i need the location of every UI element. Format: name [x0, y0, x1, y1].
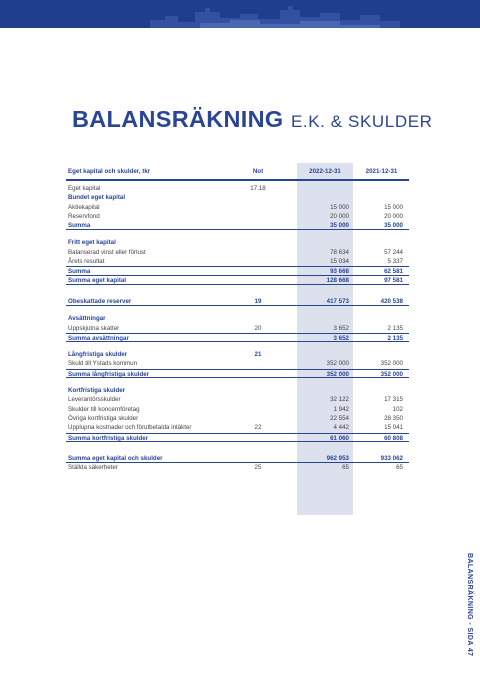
- sum-row: [66, 266, 409, 275]
- table-row: [66, 463, 409, 472]
- row-label: Fritt eget kapital: [68, 239, 116, 247]
- row-spacer: [66, 342, 409, 350]
- row-label: Summa eget kapital: [68, 276, 127, 284]
- section-heading-row: [66, 386, 409, 395]
- row-spacer: [66, 306, 409, 314]
- header-note: Not: [252, 168, 264, 175]
- row-value-2021: 57 244: [384, 248, 403, 256]
- row-value-2021: 352 000: [380, 370, 403, 378]
- header-col-2022: 2022-12-31: [309, 168, 341, 175]
- row-value-2022: 4 442: [333, 424, 349, 432]
- row-value-2022: 15 034: [330, 258, 349, 266]
- row-value-2021: 5 337: [387, 258, 403, 266]
- row-label: Summa kortfristiga skulder: [68, 434, 149, 442]
- row-label: Aktiekapital: [68, 203, 100, 211]
- row-value-2021: 60 808: [384, 434, 403, 442]
- row-value-2022: 22 554: [330, 414, 349, 422]
- row-value-2022: 93 668: [330, 268, 349, 276]
- section-heading-row: [66, 193, 409, 202]
- table-row: [66, 423, 409, 432]
- row-value-2021: 17 315: [384, 396, 403, 404]
- row-value-2022: 32 122: [330, 396, 349, 404]
- row-value-2021: 97 581: [384, 276, 403, 284]
- header-col-2021: 2021-12-31: [365, 168, 398, 175]
- header-rule: [66, 179, 409, 181]
- city-skyline-graphic: [0, 0, 480, 28]
- row-value-2021: 20 000: [384, 212, 403, 220]
- row-label: Summa eget kapital och skulder: [68, 454, 163, 462]
- table-header: [66, 166, 409, 178]
- row-value-2022: 417 573: [326, 297, 349, 305]
- row-value-2022: 20 000: [330, 212, 349, 220]
- row-label: Obeskattade reserver: [68, 297, 132, 305]
- sum-row: [66, 454, 409, 463]
- row-note: 22: [254, 424, 262, 432]
- row-note: 20: [254, 324, 262, 332]
- sum-row: [66, 433, 409, 442]
- table-row: [66, 248, 409, 257]
- section-heading-row: [66, 238, 409, 247]
- row-label: Långfristiga skulder: [68, 351, 128, 359]
- row-value-2022: 3 652: [333, 334, 349, 342]
- row-value-2022: 352 000: [326, 370, 349, 378]
- table-row: [66, 395, 409, 404]
- row-value-2022: 3 652: [333, 324, 349, 332]
- row-note: 19: [254, 297, 262, 305]
- row-label: Skulder till koncernföretag: [68, 405, 140, 413]
- sum-row: [66, 333, 409, 342]
- row-value-2021: 420 538: [380, 297, 403, 305]
- row-label: Summa långfristiga skulder: [68, 370, 150, 378]
- side-page-label: [463, 553, 475, 673]
- row-note: 25: [254, 464, 262, 472]
- row-label: Summa: [68, 222, 91, 230]
- row-label: Summa avsättningar: [68, 334, 129, 342]
- table-row: [66, 324, 409, 333]
- row-spacer: [66, 442, 409, 454]
- title-sub: E.K. & SKULDER: [290, 112, 433, 131]
- row-label: Avsättningar: [68, 315, 106, 323]
- row-label: Övriga kortfristiga skulder: [68, 414, 139, 422]
- row-value-2021: 933 062: [380, 454, 403, 462]
- row-value-2021: 15 000: [384, 203, 403, 211]
- row-value-2022: 15 000: [330, 203, 349, 211]
- table-row: [66, 414, 409, 423]
- balance-sheet-table: [66, 166, 409, 472]
- row-value-2022: 1 942: [333, 405, 349, 413]
- row-spacer: [66, 230, 409, 238]
- row-label: Uppskjutna skatter: [68, 324, 120, 332]
- row-label: Eget kapital: [68, 185, 101, 192]
- table-row: [66, 405, 409, 414]
- table-row: [66, 359, 409, 368]
- table-row: [66, 257, 409, 266]
- row-value-2021: 65: [396, 464, 403, 472]
- table-row: [66, 203, 409, 212]
- section-heading-row: [66, 314, 409, 323]
- row-label: Årets resultat: [68, 258, 105, 266]
- sum-row: [66, 369, 409, 378]
- row-value-2021: 2 135: [387, 324, 403, 332]
- row-value-2022: 65: [342, 464, 349, 472]
- row-spacer: [66, 285, 409, 297]
- row-label: Reservfond: [68, 212, 100, 220]
- table-row: [66, 184, 409, 193]
- sum-row: [66, 297, 409, 306]
- row-value-2022: 78 634: [330, 248, 349, 256]
- title-main: BALANSRÄKNING: [72, 106, 284, 132]
- row-label: Skuld till Ystads kommun: [68, 360, 138, 368]
- row-value-2021: 28 350: [384, 414, 403, 422]
- header-banner: [0, 0, 480, 28]
- row-label: Leverantörsskulder: [68, 396, 121, 404]
- page-title: [72, 106, 433, 133]
- row-value-2021: 352 000: [380, 360, 403, 368]
- row-value-2021: 35 000: [384, 222, 403, 230]
- sum-row: [66, 221, 409, 230]
- row-label: Kortfristiga skulder: [68, 387, 126, 395]
- row-note: 17,18: [250, 185, 266, 192]
- table-body: [66, 184, 409, 472]
- section-heading-row: [66, 350, 409, 359]
- row-label: Balanserad vinst eller förlust: [68, 248, 146, 256]
- row-value-2022: 352 000: [326, 360, 349, 368]
- table-row: [66, 212, 409, 221]
- row-label: Upplupna kostnader och förutbetalda intäkter: [68, 424, 192, 432]
- row-value-2022: 962 953: [326, 454, 349, 462]
- row-value-2022: 61 060: [330, 434, 349, 442]
- header-label: Eget kapital och skulder, tkr: [68, 168, 151, 175]
- row-label: Summa: [68, 268, 91, 276]
- row-spacer: [66, 378, 409, 386]
- row-value-2022: 128 668: [326, 276, 349, 284]
- row-value-2022: 35 000: [330, 222, 349, 230]
- row-label: Bundet eget kapital: [68, 194, 126, 202]
- side-page-label-text: BALANSRÄKNING - SIDA 47: [466, 553, 473, 657]
- sum-row: [66, 276, 409, 285]
- row-label: Ställda säkerheter: [68, 464, 118, 472]
- row-value-2021: 102: [392, 405, 403, 413]
- row-note: 21: [254, 351, 262, 359]
- row-value-2021: 2 135: [387, 334, 403, 342]
- row-value-2021: 15 041: [384, 424, 403, 432]
- row-value-2021: 62 581: [384, 268, 403, 276]
